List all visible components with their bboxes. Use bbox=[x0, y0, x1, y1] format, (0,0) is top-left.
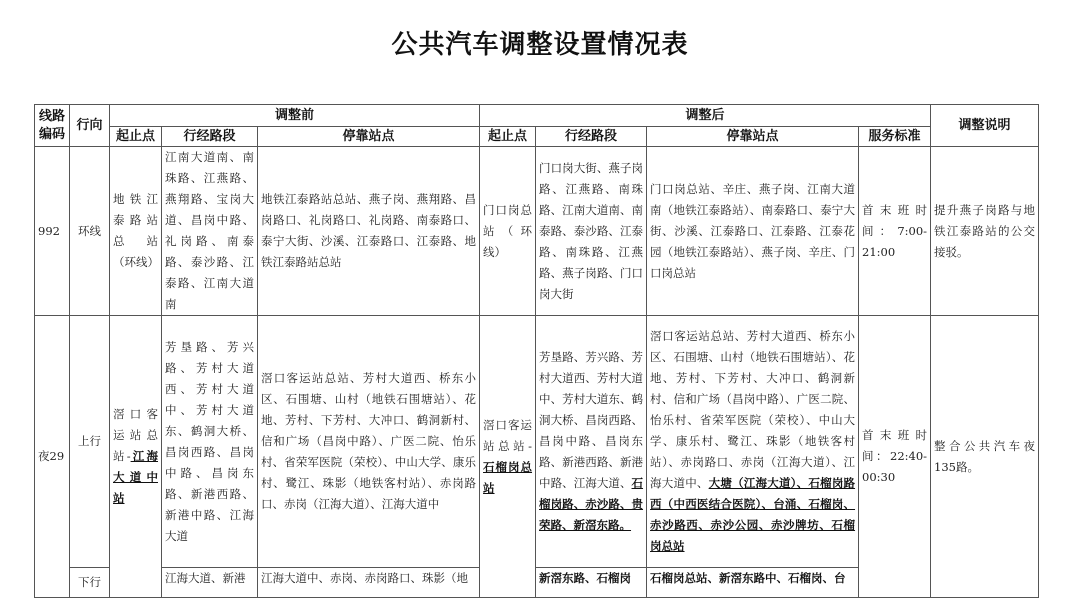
after-route-plain: 芳垦路、芳兴路、芳村大道西、芳村大道中、芳村大道东、鹤洞大桥、昌岗西路、昌岗中路、昌岗东路、新港西路、新港中路、江海大道、 bbox=[539, 350, 644, 490]
after-stops-bold: 大塘（江海大道）、石榴岗路西（中西医结合医院）、台涌、石榴岗、赤沙路西、赤沙公园、赤沙牌坊、石榴岗总站 bbox=[650, 476, 856, 553]
header-direction: 行向 bbox=[70, 105, 110, 147]
after-route-down-text: 新滘东路、石榴岗 bbox=[539, 571, 632, 585]
before-start-bold: 江海大道中站 bbox=[113, 449, 158, 505]
cell-before-stops: 滘口客运站总站、芳村大道西、桥东小区、石围塘、山村（地铁石围塘站）、花地、芳村、下芳村、大冲口、鹤洞新村、信和广场（昌岗中路）、广医二院、怡乐村、省荣军医院（荣校）、中山大学、康乐村、鹭江、珠影（地铁客村站）、赤岗路口、赤岗（江海大道）、江海大道中 bbox=[258, 316, 480, 568]
after-start-bold: 石榴岗总站 bbox=[483, 459, 533, 495]
cell-code: 992 bbox=[35, 147, 70, 316]
header-row-1 bbox=[35, 105, 1039, 127]
cell-note: 提升燕子岗路与地铁江泰路站的公交接驳。 bbox=[931, 147, 1039, 316]
page-title: 公共汽车调整设置情况表 bbox=[391, 30, 689, 60]
cell-after-route: 门口岗大街、燕子岗路、江燕路、南珠路、江南大道南、南泰路、泰沙路、江泰路、南珠路、江燕路、燕子岗路、门口岗大街 bbox=[536, 147, 647, 316]
after-stops-plain: 滘口客运站总站、芳村大道西、桥东小区、石围塘、山村（地铁石围塘站）、花地、芳村、下芳村、大冲口、鹤洞新村、信和广场（昌岗中路）、广医二院、怡乐村、省荣军医院（荣校）、中山大学、康乐村、鹭江、珠影（地铁客村站）、赤岗路口、赤岗（江海大道）、江海大道中、 bbox=[650, 329, 856, 490]
header-service: 服务标准 bbox=[859, 127, 931, 147]
cell-before-start bbox=[110, 316, 162, 598]
header-stops-after: 停靠站点 bbox=[647, 127, 859, 147]
cell-service: 首末班时间：7:00-21:00 bbox=[859, 147, 931, 316]
table-row bbox=[35, 147, 1039, 316]
cell-direction: 环线 bbox=[70, 147, 110, 316]
cell-after-start: 门口岗总站（环线） bbox=[480, 147, 536, 316]
header-row-2 bbox=[35, 127, 1039, 147]
cell-before-route: 江南大道南、南珠路、江燕路、燕翔路、宝岗大道、昌岗中路、礼岗路、南泰路、泰沙路、江泰路、江南大道南 bbox=[162, 147, 258, 316]
after-route-bold: 石榴岗路、赤沙路、贵荣路、新滘东路。 bbox=[539, 476, 644, 532]
cell-after-route-down bbox=[536, 568, 647, 598]
header-route: 行经路段 bbox=[162, 127, 258, 147]
cell-direction-down: 下行 bbox=[70, 568, 110, 598]
adjustment-table bbox=[34, 104, 1039, 598]
cell-note: 整合公共汽车夜135路。 bbox=[931, 316, 1039, 598]
cell-after-stops: 门口岗总站、辛庄、燕子岗、江南大道南（地铁江泰路站）、南泰路口、泰宁大街、沙溪、江泰路口、江泰路、江泰花园（地铁江泰路站）、燕子岗、辛庄、门口岗总站 bbox=[647, 147, 859, 316]
cell-before-route-down: 江海大道、新港 bbox=[162, 568, 258, 598]
cell-after-start bbox=[480, 316, 536, 598]
cell-code: 夜29 bbox=[35, 316, 70, 598]
after-stops-down-text: 石榴岗总站、新滘东路中、石榴岗、台 bbox=[650, 571, 846, 585]
header-route-after: 行经路段 bbox=[536, 127, 647, 147]
header-start-end-after: 起止点 bbox=[480, 127, 536, 147]
header-before: 调整前 bbox=[110, 105, 480, 127]
cell-after-route bbox=[536, 316, 647, 568]
after-start-plain: 滘口客运站总站- bbox=[483, 417, 533, 453]
header-note: 调整说明 bbox=[931, 105, 1039, 147]
header-stops: 停靠站点 bbox=[258, 127, 480, 147]
cell-after-stops bbox=[647, 316, 859, 568]
cell-before-stops-down: 江海大道中、赤岗、赤岗路口、珠影（地 bbox=[258, 568, 480, 598]
cell-after-stops-down bbox=[647, 568, 859, 598]
table-row bbox=[35, 316, 1039, 568]
before-start-plain: 滘口客运站总站- bbox=[113, 407, 158, 463]
cell-service: 首末班时间：22:40-00:30 bbox=[859, 316, 931, 598]
header-start-end: 起止点 bbox=[110, 127, 162, 147]
cell-direction-up: 上行 bbox=[70, 316, 110, 568]
cell-before-route: 芳垦路、芳兴路、芳村大道西、芳村大道中、芳村大道东、鹤洞大桥、昌岗西路、昌岗中路、昌岗东路、新港西路、新港中路、江海大道 bbox=[162, 316, 258, 568]
cell-before-start: 地铁江泰路站总站（环线） bbox=[110, 147, 162, 316]
cell-before-stops: 地铁江泰路站总站、燕子岗、燕翔路、昌岗路口、礼岗路口、礼岗路、南泰路口、泰宁大街、沙溪、江泰路口、江泰路、地铁江泰路站总站 bbox=[258, 147, 480, 316]
header-line-code: 线路编码 bbox=[35, 105, 70, 147]
header-after: 调整后 bbox=[480, 105, 931, 127]
